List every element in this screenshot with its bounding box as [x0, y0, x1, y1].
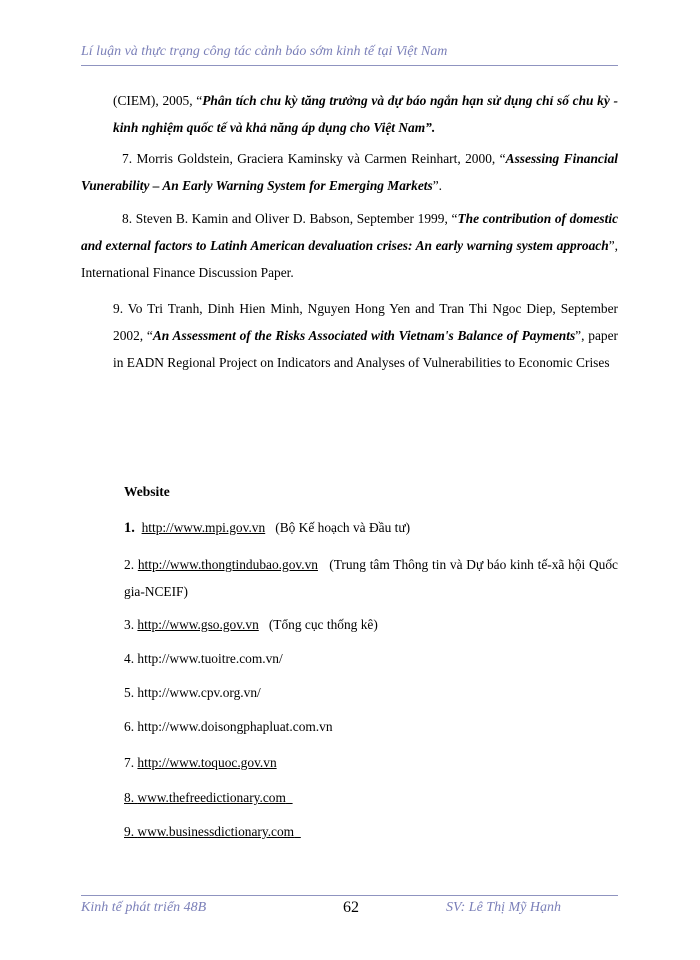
website-item-7 — [124, 755, 283, 771]
reference-9-title: An Assessment of the Risks Associated with Vietnam's Balance of Payments — [152, 328, 576, 343]
website-link-cpv[interactable]: http://www.cpv.org.vn/ — [137, 685, 261, 700]
footer-student: SV: Lê Thị Mỹ Hạnh — [446, 900, 561, 915]
footer-rule — [81, 895, 618, 896]
item-number: 1. — [124, 520, 135, 536]
website-link-gso[interactable]: http://www.gso.gov.vn — [137, 617, 259, 632]
website-item-6 — [124, 719, 333, 735]
website-link-toquoc[interactable]: http://www.toquoc.gov.vn — [137, 755, 277, 770]
reference-7 — [81, 145, 618, 199]
website-link-thongtindubao[interactable]: http://www.thongtindubao.gov.vn — [137, 557, 318, 572]
reference-9-lead: 9. Vo Tri Tranh, Dinh Hien Minh, Nguyen Hong Yen and Tran Thi Ngoc Diep, September 2002, “ — [113, 301, 618, 343]
website-item-9[interactable] — [124, 824, 301, 840]
reference-7-lead: 7. Morris Goldstein, Graciera Kaminsky và Carmen Reinhart, 2000, “ — [122, 151, 506, 166]
website-link-doisongphapluat[interactable]: http://www.doisongphapluat.com.vn — [137, 719, 333, 734]
website-item-8[interactable] — [124, 790, 293, 806]
item-number: 3. — [124, 617, 135, 632]
website-item-3 — [124, 617, 378, 633]
website-link-thefreedictionary[interactable]: www.thefreedictionary.com — [137, 790, 286, 805]
reference-9-tail: ”, paper in EADN Regional Project on Indicators and Analyses of Vulnerabilities to Economic Crises — [113, 328, 618, 370]
reference-8-lead: 8. Steven B. Kamin and Oliver D. Babson, September 1999, “ — [122, 211, 458, 226]
item-description: (Trung tâm Thông tin và Dự báo kinh tế-xã hội Quốc gia-NCEIF) — [124, 557, 618, 599]
website-link-tuoitre[interactable]: http://www.tuoitre.com.vn/ — [137, 651, 283, 666]
item-number: 6. — [124, 719, 135, 734]
website-item-1 — [124, 520, 410, 537]
item-number: 9. — [124, 824, 135, 839]
reference-8-title: The contribution of domestic and external factors to Latinh American devaluation crises: An early warning system approach — [81, 211, 619, 253]
reference-6 — [113, 87, 618, 141]
reference-9 — [81, 295, 618, 376]
reference-7-title: Assessing Financial Vunerability – An Early Warning System for Emerging Markets — [81, 151, 618, 193]
item-number: 2. — [124, 557, 135, 572]
reference-8-tail: ”, International Finance Discussion Paper. — [81, 238, 618, 280]
item-description: (Tổng cục thống kê) — [268, 617, 378, 632]
item-description: (Bộ Kế hoạch và Đầu tư) — [275, 520, 411, 535]
website-link-businessdictionary[interactable]: www.businessdictionary.com — [137, 824, 295, 839]
website-heading: Website — [124, 484, 170, 499]
reference-6-tail: ”. — [425, 120, 436, 135]
item-number: 5. — [124, 685, 135, 700]
item-number: 8. — [124, 790, 135, 805]
website-link-mpi[interactable]: http://www.mpi.gov.vn — [141, 520, 266, 535]
header-rule — [81, 65, 618, 66]
running-header: Lí luận và thực trạng công tác cảnh báo sớm kinh tế tại Việt Nam — [81, 44, 448, 59]
reference-6-title: Phân tích chu kỳ tăng trưởng và dự báo ngắn hạn sử dụng chỉ số chu kỳ - kinh nghiệm quốc tế và khả năng áp dụng cho Việt Nam — [113, 93, 618, 135]
reference-7-tail: ”. — [432, 178, 442, 193]
website-item-5 — [124, 685, 261, 701]
footer-course: Kinh tế phát triển 48B — [81, 900, 207, 915]
website-item-4 — [124, 651, 283, 667]
item-number: 7. — [124, 755, 135, 770]
page-number: 62 — [343, 899, 359, 916]
reference-8 — [81, 205, 618, 286]
item-number: 4. — [124, 651, 135, 666]
reference-6-lead: (CIEM), 2005, “ — [113, 93, 203, 108]
website-item-2 — [124, 551, 618, 605]
